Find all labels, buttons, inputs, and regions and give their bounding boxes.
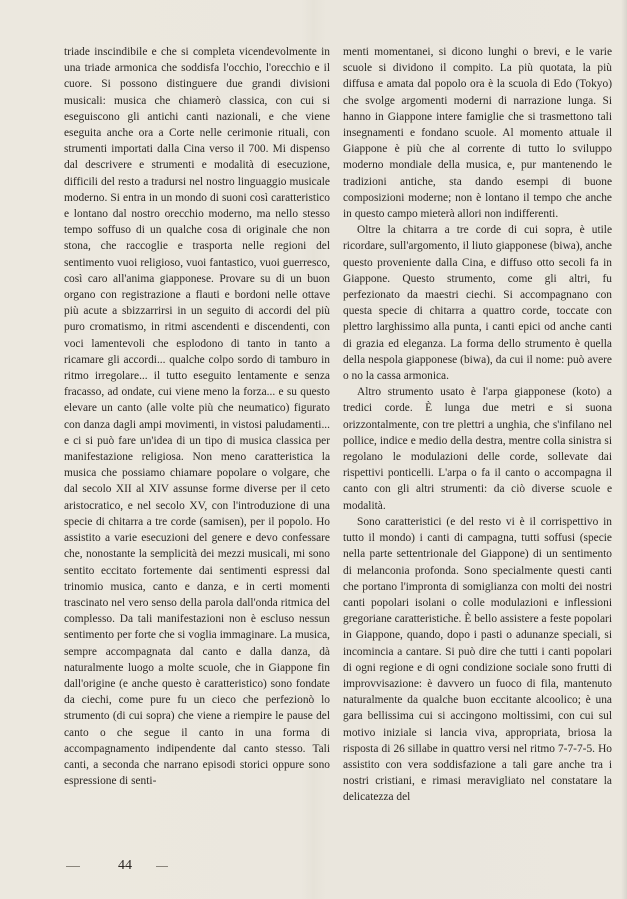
paragraph: triade inscindibile e che si completa vicendevolmente in una triade armonica che soddisfa l'occhio, l'orecchio e il cuore. Si possono distinguere due grandi divisioni musicali: musica che chiamerò classica, con cui si eseguiscono gli antichi canti nazionali, e che viene eseguita anche ora a Corte nelle cerimonie rituali, con strumenti importati dalla Cina verso il 700. Mi dispenso dal descrivere e strumenti e modalità di esecuzione, difficili del resto a tradursi nel nostro linguaggio musicale moderno. Si entra in un mondo di suoni così caratteristico e lontano dal nostro orecchio moderno, ma nello stesso tempo soffuso di un qualche cosa di originale che non stona, che raccoglie e trasporta nelle regioni del sentimento vuoi religioso, vuoi fantastico, vuoi guerresco, così caro all'anima giapponese. Provare su di un buon organo con registrazione a flauti e bordoni nelle ottave più acute a sbizzarrirsi in un seguito di accordi del più puro cromatismo, in ritmi ascendenti e discendenti, con voci lamentevoli che esplodono di tanto in tanto a ricamare gli accordi... qualche colpo sordo di tamburo in ritmo irregolare... il tutto eseguito lentamente e senza fracasso, ad ondate, cui viene meno la forza... e su questo elevare un canto (alle volte più che neumatico) figurato con danza dagli ampi movimenti, in vistosi paludamenti... e ci si può fare un'idea di un tipo di musica classica per manifestazione religiosa. Non meno caratteristica la musica che possiamo chiamare popolare o volgare, che dal secolo XII al XIV assunse forme diverse per il ceto aristocratico, e nel secolo XV, con l'introduzione di una specie di chitarra a tre corde (samisen), per il popolo. Ho assistito a varie esecuzioni del genere e devo confessare che, nonostante la semplicità dei mezzi musicali, mi sono sentito eccitato fortemente dai sentimenti espressi dal trinomio musica, canto e danza, e in certi momenti trascinato nel vero senso della parola dall'onda ritmica del complesso. Da tali manifestazioni non è escluso nessun sentimento per forte che si voglia immaginare. La musica, sempre accompagnata dal canto e dalla danza, dà naturalmente luogo a molte scuole, che in Giappone fin dall'origine (e anche questo è caratteristico) sono fondate da ciechi, come pure fu un cieco che perfezionò lo strumento (di cui sopra) che viene a riempire le pause del canto o che segue il canto in una forma di accompagnamento indipendente dal canto stesso. Tali canti, a seconda che narrano episodi storici oppure sono espressione di senti- <box>64 46 330 788</box>
left-text-column <box>64 44 330 789</box>
page-number: 44 <box>118 858 132 873</box>
footer-rule-right <box>156 866 168 867</box>
paragraph: Oltre la chitarra a tre corde di cui sopra, è utile ricordare, sull'argomento, il liuto giapponese (biwa), anche questo proveniente dalla Cina, e diffuso otto secoli fa in Giappone. Questo strumento, come gli altri, fu perfezionato da maestri ciechi. Si accompagnano con questa specie di chitarra a quattro corde, toccate con plettro larghissimo alla punta, i canti epici od anche canti di grazia ed eleganza. La forma dello strumento è quella della nespola giapponese (biwa), da cui il nome: può avere o no la cassa armonica. <box>343 224 612 383</box>
page-edge-shadow <box>621 0 627 899</box>
right-text-column <box>343 44 612 806</box>
paragraph: menti momentanei, si dicono lunghi o brevi, e le varie scuole si dividono il compito. La più quotata, la più diffusa e amata dal popolo ora è la scuola di Edo (Tokyo) che svolge argomenti moderni di narrazione lunga. Si hanno in Giappone intere famiglie che si trasmettono tali insegnamenti e fondano scuole. Al momento attuale il Giappone è più che al corrente di tutto lo sviluppo moderno mondiale della musica, e, pur mantenendo le tradizioni antiche, sta dando esempi di buone composizioni moderne; non è lontano il tempo che anche in questo campo mieterà allori non indifferenti. <box>343 46 612 221</box>
paragraph: Altro strumento usato è l'arpa giapponese (koto) a tredici corde. È lunga due metri e si suona orizzontalmente, con tre plettri a unghia, che s'infilano nel pollice, indice e medio della destra, mentre colla sinistra si regolano le modulazioni delle corde, sollevate dai rispettivi ponticelli. L'arpa o fa il canto o accompagna il canto con gli altri strumenti: da ciò diverse scuole e modalità. <box>343 386 612 512</box>
footer-rule-left <box>66 866 80 867</box>
paragraph: Sono caratteristici (e del resto vi è il corrispettivo in tutto il mondo) i canti di campagna, tutti soffusi (specie nella parte settentrionale del Giappone) di un sentimento di melanconia profonda. Sono specialmente questi canti che portano l'impronta di somiglianza con molti dei nostri canti popolari isolani o colle modulazioni e inflessioni gregoriane caratteristiche. È bello assistere a feste popolari in Giappone, quando, dopo i pasti o adunanze speciali, si incomincia a cantare. Si può dire che tutti i canti popolari di ogni regione e di ogni condizione sociale sono frutti di improvvisazione: è davvero un fuoco di fila, mantenuto naturalmente da qualche buon eccitante alcoolico; è una gara bellissima cui si accingono moltissimi, con cui sul motivo iniziale si lancia viva, appropriata, briosa la risposta di 26 sillabe in quattro versi nel ritmo 7-7-7-5. Ho assistito con vera soddisfazione a tali gare anche tra i nostri cristiani, e rimasi meravigliato nel constatare la delicatezza del <box>343 515 612 804</box>
